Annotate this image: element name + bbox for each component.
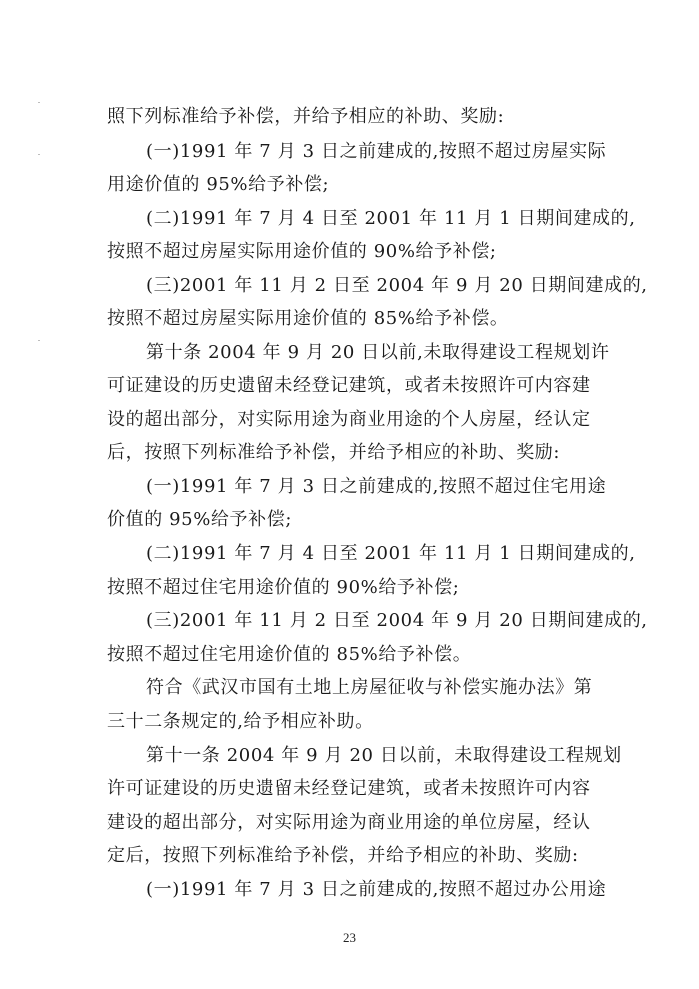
scan-mark (38, 102, 40, 103)
text-line: 定后，按照下列标准给予补偿，并给予相应的补助、奖励: (107, 845, 579, 866)
text-line: (一)1991 年 7 月 3 日之前建成的,按照不超过办公用途 (146, 879, 607, 900)
text-line: 按照不超过住宅用途价值的 85%给予补偿。 (107, 644, 472, 665)
text-line: 按照不超过房屋实际用途价值的 85%给予补偿。 (107, 308, 509, 329)
text-line: (一)1991 年 7 月 3 日之前建成的,按照不超过住宅用途 (146, 476, 607, 497)
text-line: 照下列标准给予补偿，并给予相应的补助、奖励: (107, 106, 505, 127)
text-line: 符合《武汉市国有土地上房屋征收与补偿实施办法》第 (146, 677, 593, 698)
text-line: 用途价值的 95%给予补偿; (107, 174, 330, 195)
text-line: 可证建设的历史遗留未经登记建筑，或者未按照许可内容建 (107, 375, 591, 396)
text-line: 设的超出部分，对实际用途为商业用途的个人房屋，经认定 (107, 409, 591, 430)
text-line: 第十条 2004 年 9 月 20 日以前,未取得建设工程规划许 (146, 342, 610, 363)
text-line: 第十一条 2004 年 9 月 20 日以前，未取得建设工程规划 (146, 745, 622, 766)
text-line: (二)1991 年 7 月 4 日至 2001 年 11 月 1 日期间建成的, (146, 543, 636, 564)
text-line: 按照不超过房屋实际用途价值的 90%给予补偿; (107, 241, 497, 262)
text-line: 后，按照下列标准给予补偿，并给予相应的补助、奖励: (107, 442, 561, 463)
text-line: (一)1991 年 7 月 3 日之前建成的,按照不超过房屋实际 (146, 141, 607, 162)
text-line: 三十二条规定的,给予相应补助。 (107, 711, 374, 732)
text-line: (二)1991 年 7 月 4 日至 2001 年 11 月 1 日期间建成的, (146, 208, 636, 229)
text-line: 价值的 95%给予补偿; (107, 509, 292, 530)
text-line: (三)2001 年 11 月 2 日至 2004 年 9 月 20 日期间建成的, (146, 610, 648, 631)
text-line: 建设的超出部分，对实际用途为商业用途的单位房屋，经认 (107, 812, 591, 833)
text-line: 按照不超过住宅用途价值的 90%给予补偿; (107, 577, 460, 598)
scan-mark (38, 154, 40, 155)
text-line: 许可证建设的历史遗留未经登记建筑，或者未按照许可内容 (107, 778, 591, 799)
scan-mark (38, 340, 40, 341)
page-number: 23 (343, 930, 356, 945)
text-line: (三)2001 年 11 月 2 日至 2004 年 9 月 20 日期间建成的, (146, 275, 648, 296)
